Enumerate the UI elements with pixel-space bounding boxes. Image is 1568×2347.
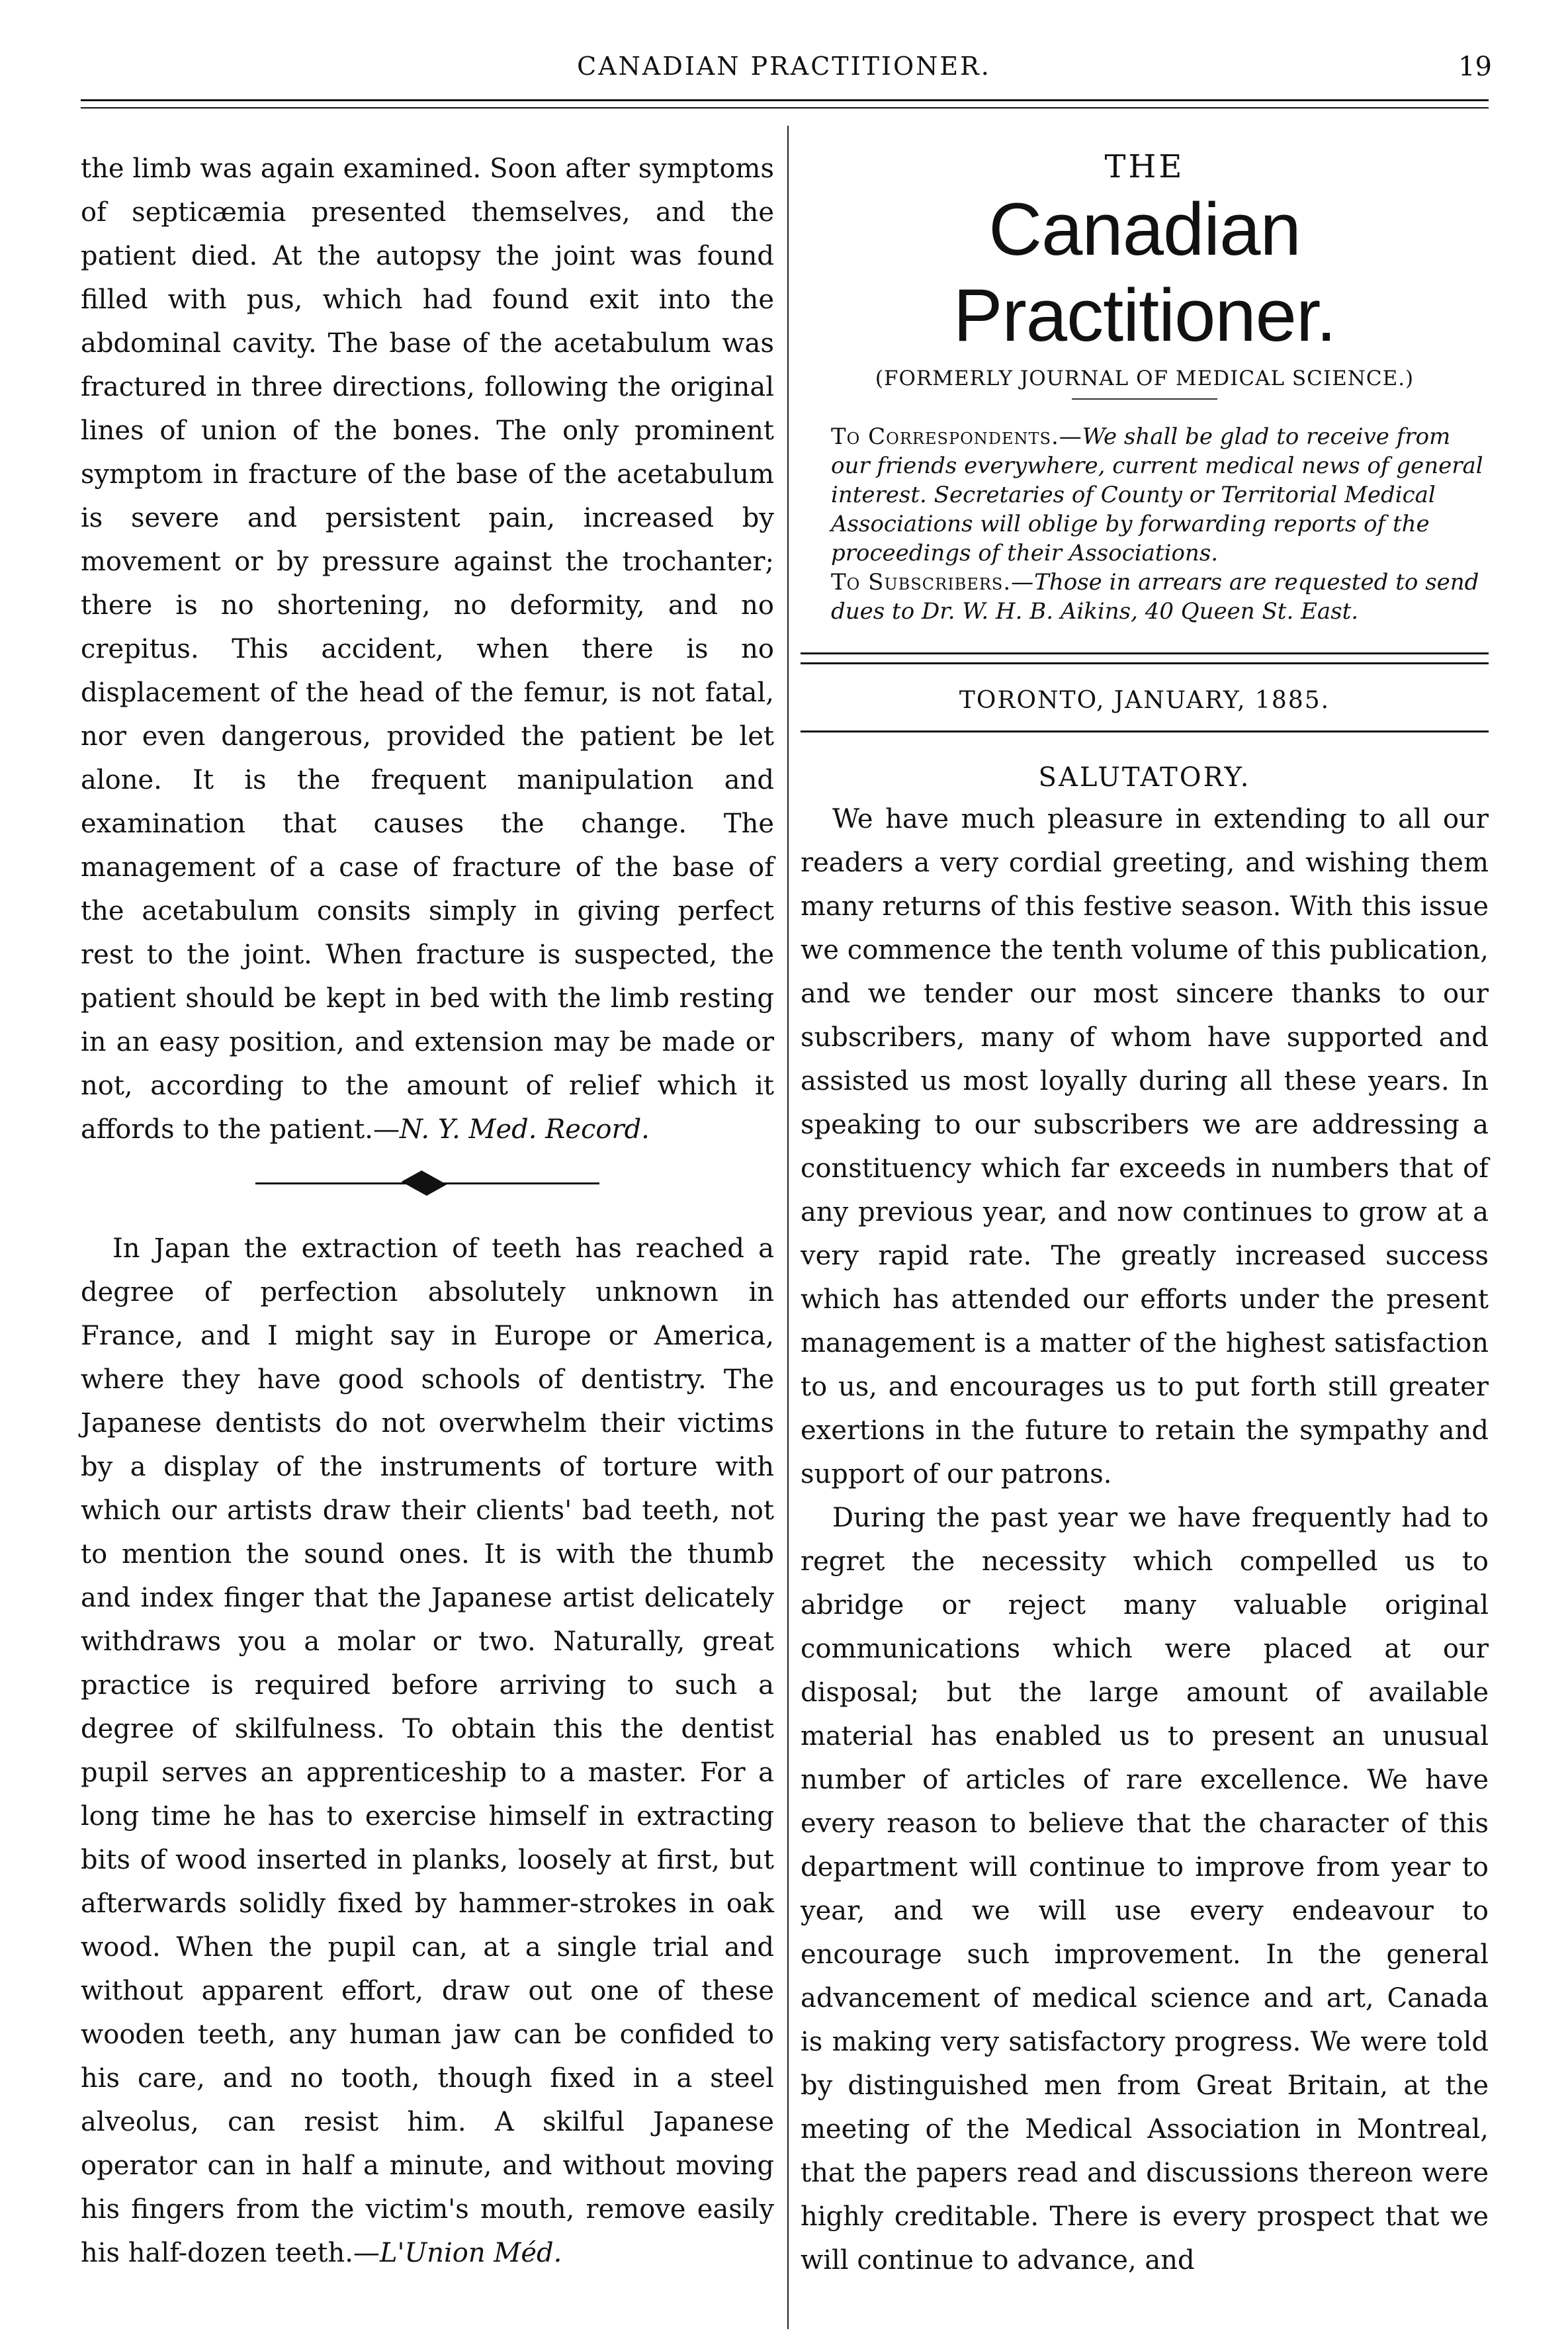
japan-dentistry-source: L'Union Méd. <box>379 2238 562 2268</box>
dateline-double-rule <box>801 652 1489 664</box>
notice-subscribers-text: Those in arrears are requested to send dues to Dr. W. H. B. Aikins, 40 Queen St. East. <box>831 569 1479 625</box>
masthead-the: THE <box>1104 148 1185 185</box>
japan-dentistry-article <box>81 1227 774 2275</box>
header-rule-top <box>81 99 1489 101</box>
japan-dentistry-text: In Japan the extraction of teeth has reached a degree of perfection absolutely unknown in France, and I might say in Europe or America, where they have good schools of dentistry. The Japanese dentists do not overwhelm their victims by a display of the instruments of torture with which our artists draw their clients' bad teeth, not to mention the sound ones. It is with the thumb and index finger that the Japanese artist delicately withdraws you a molar or two. Naturally, great practice is required before arriving to such a degree of skilfulness. To obtain this the dentist pupil serves an apprenticeship to a master. For a long time he has to exercise himself in extracting bits of wood inserted in planks, loosely at first, but afterwards solidly fixed by hammer-strokes in oak wood. When the pupil can, at a single trial and without apparent effort, draw out one of these wooden teeth, any human jaw can be confided to his care, and no tooth, though fixed in a steel alveolus, can resist him. A skilful Japanese operator can in half a minute, and without moving his fingers from the victim's mouth, remove easily his half-dozen teeth.— <box>81 1233 774 2268</box>
masthead-subtitle: (FORMERLY JOURNAL OF MEDICAL SCIENCE.) <box>875 367 1415 390</box>
section-title: SALUTATORY. <box>1038 762 1251 793</box>
left-column <box>81 147 774 2275</box>
dateline: TORONTO, JANUARY, 1885. <box>959 687 1330 714</box>
notice-subscribers <box>801 568 1489 626</box>
article-continuation-source: N. Y. Med. Record. <box>399 1114 650 1145</box>
page-number: 19 <box>1458 52 1492 82</box>
notice-correspondents-text: We shall be glad to receive from our friends everywhere, current medical news of general interest. Secretaries of County or Territorial Medical Associations will oblige by forwarding reports of the proceedings of their Associations. <box>831 423 1483 566</box>
header-rule-bottom <box>81 107 1489 109</box>
article-continuation-text: the limb was again examined. Soon after symptoms of septicæmia presented themselves, and the patient died. At the autopsy the joint was found filled with pus, which had found exit into the abdominal cavity. The base of the acetabulum was fractured in three directions, following the original lines of union of the bones. The only prominent symptom in fracture of the base of the acetabulum is severe and persistent pain, increased by movement or by pressure against the trochanter; there is no shortening, no deformity, and no crepitus. This accident, when there is no displacement of the head of the femur, is not fatal, nor even dangerous, provided the patient be let alone. It is the frequent manipulation and examination that causes the change. The management of a case of fracture of the base of the acetabulum consits simply in giving perfect rest to the joint. When fracture is suspected, the patient should be kept in bed with the limb resting in an easy position, and extension may be made or not, according to the amount of relief which it affords to the patient.— <box>81 154 774 1145</box>
notice-correspondents <box>801 422 1489 568</box>
notice-correspondents-label: To Correspondents.— <box>831 423 1082 450</box>
dateline-rule <box>801 731 1489 732</box>
notice-subscribers-label: To Subscribers.— <box>831 569 1035 596</box>
running-head-title: CANADIAN PRACTITIONER. <box>577 52 991 81</box>
article-continuation <box>81 147 774 1151</box>
salutatory-paragraph-1: We have much pleasure in extending to all our readers a very cordial greeting, and wishing them many returns of this festive season. With this issue we commence the tenth volume of this publication, and we tender our most sincere thanks to our subscribers, many of whom have supported and assisted us most loyally during all these years. In speaking to our subscribers we are addressing a constituency which far exceeds in numbers that of any previous year, and now continues to grow at a very rapid rate. The greatly increased success which has attended our efforts under the present management is a matter of the highest satisfaction to us, and encourages us to put forth still greater exertions in the future to retain the sympathy and support of our patrons. <box>801 804 1489 1489</box>
column-divider <box>787 126 789 2329</box>
salutatory-paragraph-2: During the past year we have frequently had to regret the necessity which compelled us to abridge or reject many valuable original communications which were placed at our disposal; but the large amount of available material has enabled us to present an unusual number of articles of rare excellence. We have every reason to believe that the character of this department will continue to improve from year to year, and we will use every endeavour to encourage such improvement. In the general advancement of medical science and art, Canada is making very satisfactory progress. We were told by distinguished men from Great Britain, at the meeting of the Medical Association in Montreal, that the papers read and discussions thereon were highly creditable. There is every prospect that we will continue to advance, and <box>801 1503 1489 2276</box>
section-separator-ornament <box>255 1174 599 1192</box>
right-column <box>801 147 1489 2282</box>
masthead-short-rule <box>1072 398 1217 400</box>
masthead-title: Canadian Practitioner. <box>953 188 1336 357</box>
